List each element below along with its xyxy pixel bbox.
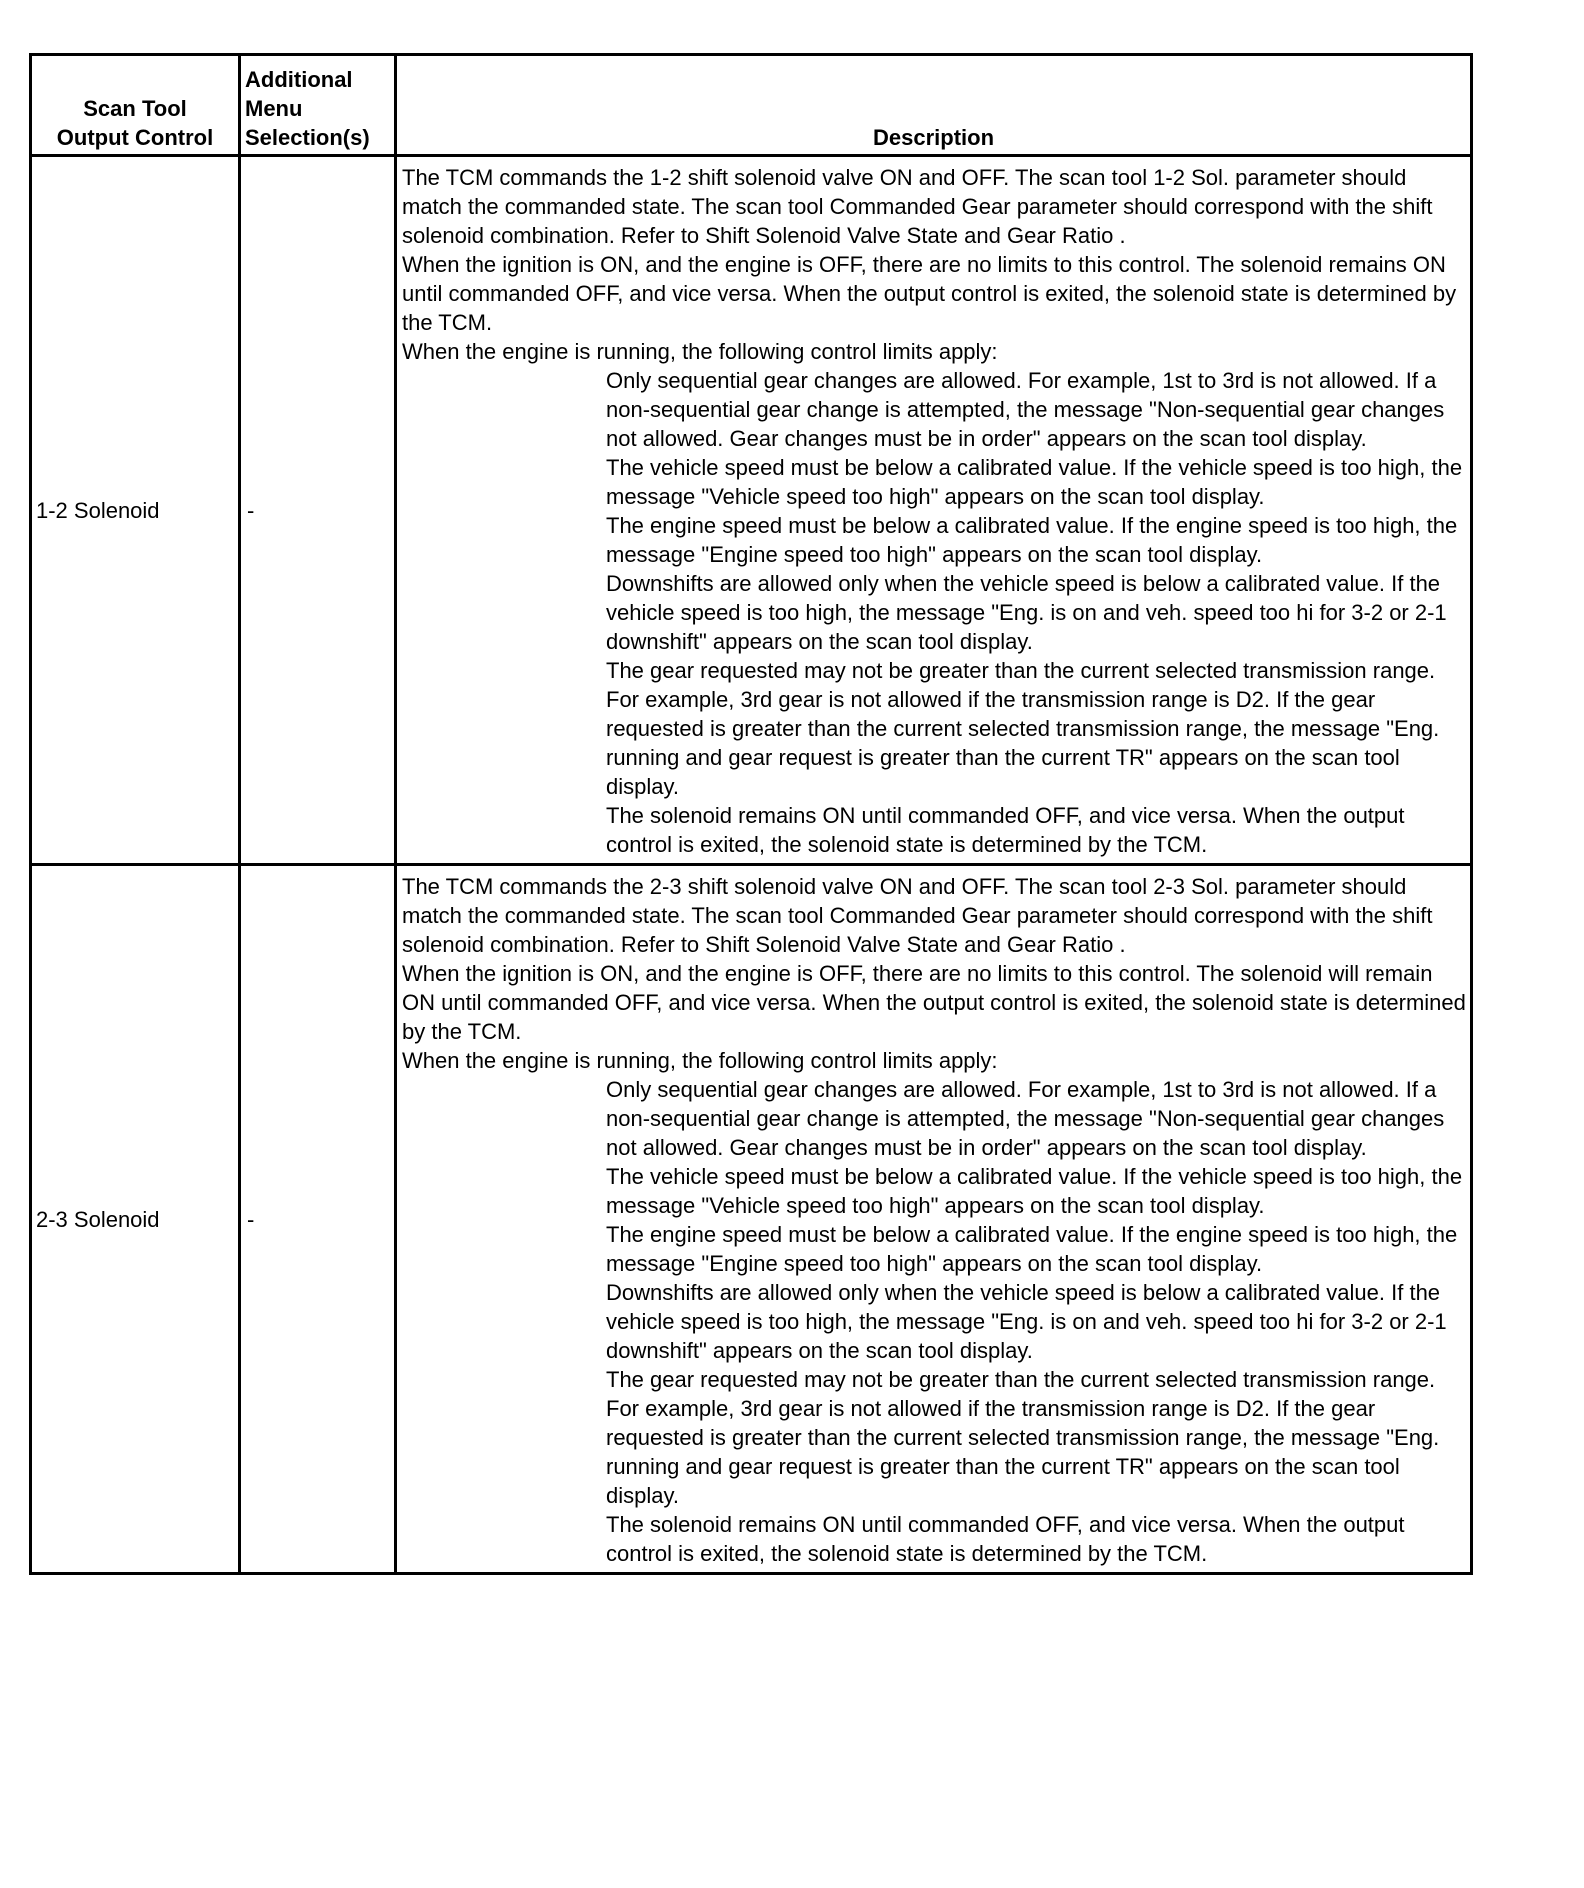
description-ignition: When the ignition is ON, and the engine is OFF, there are no limits to this control. The solenoid will remain ON until commanded OFF, and vice versa. When the output control is exited, the solenoid state is determined by the TCM. <box>402 961 1466 1044</box>
output-control-cell: 1-2 Solenoid <box>31 156 240 865</box>
menu-selection-cell: - <box>240 865 396 1574</box>
control-limits-list <box>402 1075 1466 1568</box>
header-scan-tool-output-control: Scan Tool Output Control <box>31 55 240 156</box>
header-description: Description <box>396 55 1472 156</box>
description-intro: The TCM commands the 1-2 shift solenoid valve ON and OFF. The scan tool 1-2 Sol. parameter should match the commanded state. The scan tool Commanded Gear parameter should correspond with the shift solenoid combination. Refer to Shift Solenoid Valve State and Gear Ratio . <box>402 165 1433 248</box>
control-limit-item: Downshifts are allowed only when the vehicle speed is below a calibrated value. If the vehicle speed is too high, the message "Eng. is on and veh. speed too hi for 3-2 or 2-1 downshift" appears on the scan tool display. <box>606 571 1447 654</box>
control-limit-item: Only sequential gear changes are allowed. For example, 1st to 3rd is not allowed. If a non-sequential gear change is attempted, the message "Non-sequential gear changes not allowed. Gear changes must be in order" appears on the scan tool display. <box>606 1077 1445 1160</box>
output-control-cell: 2-3 Solenoid <box>31 865 240 1574</box>
control-limit-item: Only sequential gear changes are allowed. For example, 1st to 3rd is not allowed. If a non-sequential gear change is attempted, the message "Non-sequential gear changes not allowed. Gear changes must be in order" appears on the scan tool display. <box>606 368 1445 451</box>
description-running: When the engine is running, the following control limits apply: <box>402 1048 998 1073</box>
control-limit-item: The gear requested may not be greater than the current selected transmission range. For example, 3rd gear is not allowed if the transmission range is D2. If the gear requested is greater than the current selected transmission range, the message "Eng. running and gear request is greater than the current TR" appears on the scan tool display. <box>606 1367 1440 1508</box>
output-control-table <box>29 53 1473 1575</box>
header-additional-menu-selections: Additional Menu Selection(s) <box>240 55 396 156</box>
control-limit-item: The engine speed must be below a calibrated value. If the engine speed is too high, the message "Engine speed too high" appears on the scan tool display. <box>606 513 1458 567</box>
description-intro: The TCM commands the 2-3 shift solenoid valve ON and OFF. The scan tool 2-3 Sol. parameter should match the commanded state. The scan tool Commanded Gear parameter should correspond with the shift solenoid combination. Refer to Shift Solenoid Valve State and Gear Ratio . <box>402 874 1433 957</box>
description-running: When the engine is running, the following control limits apply: <box>402 339 998 364</box>
description-ignition: When the ignition is ON, and the engine is OFF, there are no limits to this control. The solenoid remains ON until commanded OFF, and vice versa. When the output control is exited, the solenoid state is determined by the TCM. <box>402 252 1457 335</box>
table-row <box>31 865 1472 1574</box>
description-cell <box>396 865 1472 1574</box>
menu-selection-cell: - <box>240 156 396 865</box>
control-limit-item: The vehicle speed must be below a calibrated value. If the vehicle speed is too high, the message "Vehicle speed too high" appears on the scan tool display. <box>606 1164 1463 1218</box>
control-limit-item: The engine speed must be below a calibrated value. If the engine speed is too high, the message "Engine speed too high" appears on the scan tool display. <box>606 1222 1458 1276</box>
header-row <box>31 55 1472 156</box>
control-limit-item: Downshifts are allowed only when the vehicle speed is below a calibrated value. If the vehicle speed is too high, the message "Eng. is on and veh. speed too hi for 3-2 or 2-1 downshift" appears on the scan tool display. <box>606 1280 1447 1363</box>
table-row <box>31 156 1472 865</box>
control-limit-item: The solenoid remains ON until commanded OFF, and vice versa. When the output control is exited, the solenoid state is determined by the TCM. <box>606 1512 1405 1566</box>
control-limit-item: The vehicle speed must be below a calibrated value. If the vehicle speed is too high, the message "Vehicle speed too high" appears on the scan tool display. <box>606 455 1463 509</box>
description-cell <box>396 156 1472 865</box>
control-limits-list <box>402 366 1466 859</box>
control-limit-item: The gear requested may not be greater than the current selected transmission range. For example, 3rd gear is not allowed if the transmission range is D2. If the gear requested is greater than the current selected transmission range, the message "Eng. running and gear request is greater than the current TR" appears on the scan tool display. <box>606 658 1440 799</box>
control-limit-item: The solenoid remains ON until commanded OFF, and vice versa. When the output control is exited, the solenoid state is determined by the TCM. <box>606 803 1405 857</box>
